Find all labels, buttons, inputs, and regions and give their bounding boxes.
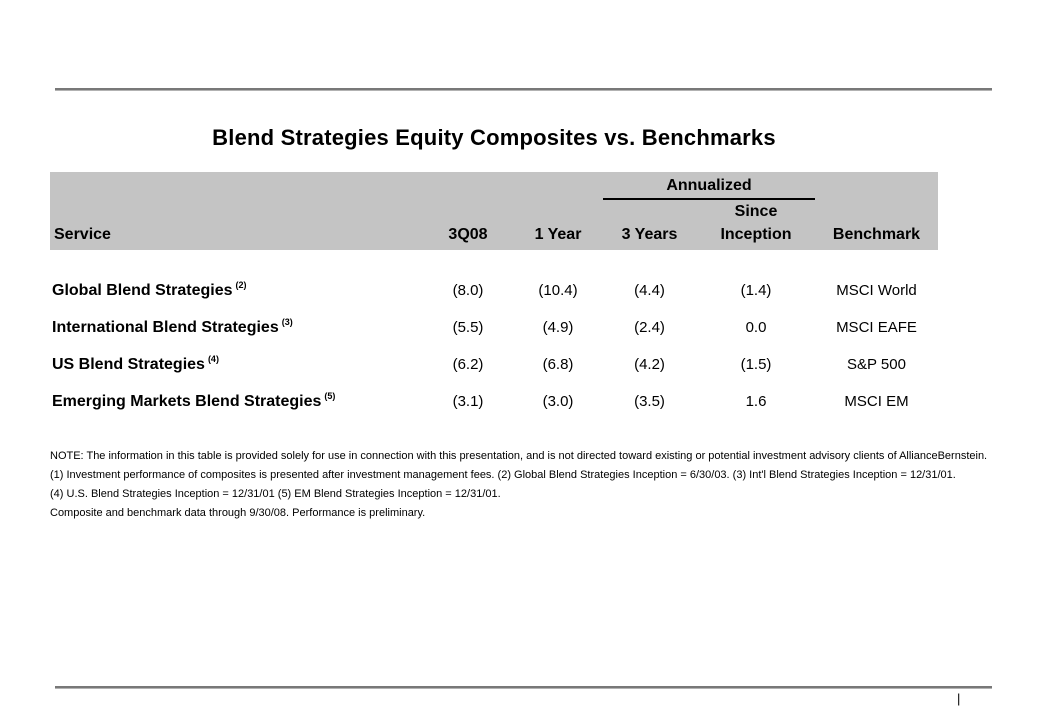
row-value-3q08: (8.0) [452, 282, 484, 299]
column-header-service: Service [54, 226, 111, 243]
row-benchmark: MSCI World [836, 282, 917, 299]
row-service-label [52, 317, 293, 340]
footnote-superscript: (3) [281, 317, 293, 327]
since-header-line1: Since [734, 203, 778, 220]
table-row [50, 391, 938, 413]
table-row [50, 354, 938, 376]
column-header-1-year: 1 Year [534, 226, 582, 243]
row-value-since-inception: 1.6 [745, 393, 767, 410]
page-number-marker: | [957, 691, 961, 706]
table-header [50, 172, 938, 250]
row-service-label [52, 354, 219, 377]
row-value-3-years: (4.2) [634, 356, 665, 373]
table-row [50, 317, 938, 339]
row-service-text: International Blend Strategies [52, 319, 279, 336]
row-value-1-year: (6.8) [542, 356, 574, 373]
bottom-divider-rule [55, 686, 992, 689]
row-value-3q08: (3.1) [452, 393, 484, 410]
row-value-1-year: (4.9) [542, 319, 574, 336]
row-value-3q08: (6.2) [452, 356, 484, 373]
row-value-3-years: (4.4) [634, 282, 665, 299]
annualized-group-header: Annualized [603, 176, 815, 200]
slide-title: Blend Strategies Equity Composites vs. Benchmarks [212, 125, 776, 150]
row-service-text: Global Blend Strategies [52, 282, 233, 299]
column-header-3q08: 3Q08 [448, 226, 488, 243]
row-value-3-years: (3.5) [634, 393, 665, 410]
note-line-4: Composite and benchmark data through 9/30/08. Performance is preliminary. [50, 507, 426, 519]
footnote-superscript: (5) [324, 391, 336, 401]
note-line-2: (1) Investment performance of composites is presented after investment management fees. (2) Global Blend Strategies Inception = 6/30/03. (3) Int'l Blend Strategies Inception = 12/31/01. [50, 469, 956, 481]
row-value-since-inception: (1.5) [740, 356, 772, 373]
row-benchmark: MSCI EM [844, 393, 909, 410]
row-value-since-inception: (1.4) [740, 282, 772, 299]
note-line-1: NOTE: The information in this table is provided solely for use in connection with this presentation, and is not directed toward existing or potential investment advisory clients of AllianceBernstein. [50, 450, 988, 462]
row-service-label [52, 391, 335, 414]
row-benchmark: S&P 500 [847, 356, 906, 373]
row-service-text: US Blend Strategies [52, 356, 205, 373]
row-service-text: Emerging Markets Blend Strategies [52, 393, 322, 410]
table-row [50, 280, 938, 302]
note-line-3: (4) U.S. Blend Strategies Inception = 12/31/01 (5) EM Blend Strategies Inception = 12/31/01. [50, 488, 501, 500]
footnote-superscript: (2) [235, 280, 247, 290]
row-value-1-year: (10.4) [538, 282, 578, 299]
column-header-3-years: 3 Years [621, 226, 678, 243]
row-value-3-years: (2.4) [634, 319, 665, 336]
row-benchmark: MSCI EAFE [836, 319, 917, 336]
column-header-benchmark: Benchmark [832, 226, 921, 243]
footnote-superscript: (4) [207, 354, 219, 364]
top-divider-rule [55, 88, 992, 91]
footnotes-block [50, 447, 1020, 523]
row-value-1-year: (3.0) [542, 393, 574, 410]
column-header-inception: Inception [720, 226, 792, 243]
row-value-3q08: (5.5) [452, 319, 484, 336]
row-value-since-inception: 0.0 [745, 319, 767, 336]
row-service-label [52, 280, 246, 303]
